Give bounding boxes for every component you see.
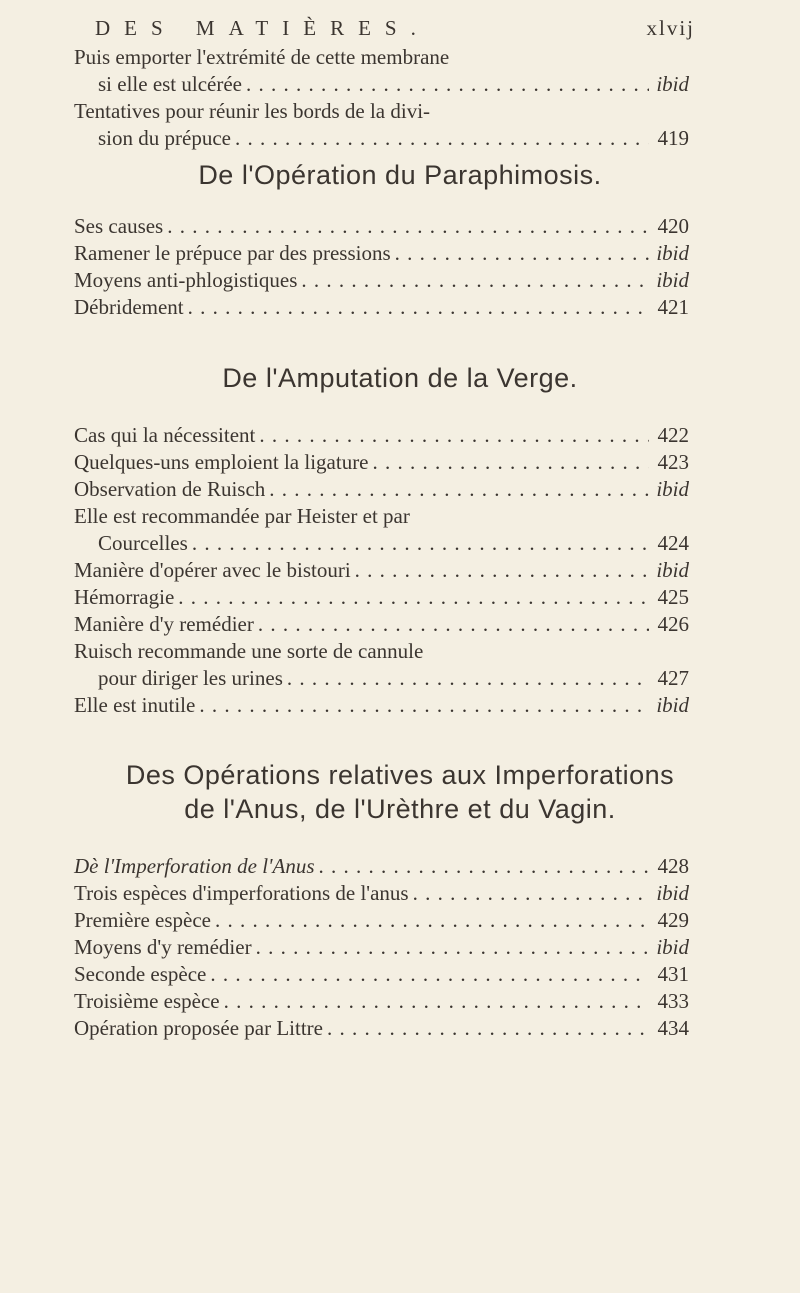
- entry-line: Hémorragie: [74, 585, 175, 609]
- page-number: ibid: [656, 72, 689, 96]
- toc-entry: [74, 503, 689, 557]
- entry-line: Première espèce: [74, 908, 212, 932]
- page-number: 431: [657, 962, 689, 986]
- toc-entry: [74, 98, 689, 152]
- entry-line: Tentatives pour réunir les bords de la divi-: [74, 99, 431, 123]
- entry-line: sion du prépuce: [98, 126, 231, 150]
- leader-dots: [301, 267, 649, 294]
- page-number: ibid: [656, 268, 689, 292]
- toc-entry: [74, 1015, 689, 1042]
- entry-line: Puis emporter l'extrémité de cette membrane: [74, 45, 450, 69]
- section-subtitle: de l'Anus, de l'Urèthre et du Vagin.: [184, 794, 616, 824]
- leader-dots: [246, 71, 649, 98]
- toc-entry: [74, 267, 689, 294]
- leader-dots: [269, 476, 649, 503]
- leader-dots: [256, 934, 649, 961]
- entry-line: Elle est recommandée par Heister et par: [74, 504, 410, 528]
- entry-line: Courcelles: [98, 531, 188, 555]
- running-header: [95, 16, 695, 41]
- section-title: De l'Amputation de la Verge.: [222, 363, 578, 393]
- section-title: De l'Opération du Paraphimosis.: [198, 160, 602, 190]
- page-number: 433: [657, 989, 689, 1013]
- entry-line: Quelques-uns emploient la ligature: [74, 450, 369, 474]
- page-number: 424: [657, 531, 689, 555]
- toc-entry: [74, 853, 689, 880]
- entry-line: Moyens anti-phlogistiques: [74, 268, 298, 292]
- leader-dots: [327, 1015, 649, 1042]
- leader-dots: [373, 449, 649, 476]
- entry-line: Seconde espèce: [74, 962, 207, 986]
- toc-entry: [74, 692, 689, 719]
- toc-entry: [74, 988, 689, 1015]
- entry-line: Ses causes: [74, 214, 164, 238]
- toc-entry: [74, 557, 689, 584]
- page-number: 420: [657, 214, 689, 238]
- leader-dots: [258, 611, 649, 638]
- toc-entry: [74, 294, 689, 321]
- page-number: ibid: [656, 477, 689, 501]
- entry-line: pour diriger les urines: [98, 666, 283, 690]
- leader-dots: [188, 294, 649, 321]
- entry-line: Troisième espèce: [74, 989, 220, 1013]
- entry-line: Ramener le prépuce par des pressions: [74, 241, 391, 265]
- leader-dots: [192, 530, 649, 557]
- entry-line: Manière d'y remédier: [74, 612, 254, 636]
- page-number: 425: [657, 585, 689, 609]
- leader-dots: [210, 961, 649, 988]
- page-number: 427: [657, 666, 689, 690]
- page-number: 428: [657, 854, 689, 878]
- toc-entry: [74, 422, 689, 449]
- toc-entry: [74, 907, 689, 934]
- toc-entry: [74, 449, 689, 476]
- leader-dots: [287, 665, 649, 692]
- entry-line: Opération proposée par Littre: [74, 1016, 323, 1040]
- page-number: 419: [657, 126, 689, 150]
- leader-dots: [235, 125, 649, 152]
- entry-line: Observation de Ruisch: [74, 477, 266, 501]
- page-number: ibid: [656, 558, 689, 582]
- page-number: 426: [657, 612, 689, 636]
- entry-line: Manière d'opérer avec le bistouri: [74, 558, 351, 582]
- page-number: ibid: [656, 935, 689, 959]
- page-number: ibid: [656, 241, 689, 265]
- entry-line: Cas qui la nécessitent: [74, 423, 256, 447]
- entry-line: Moyens d'y remédier: [74, 935, 252, 959]
- entry-line: Ruisch recommande une sorte de cannule: [74, 639, 424, 663]
- leader-dots: [167, 213, 649, 240]
- entry-line: Trois espèces d'imperforations de l'anus: [74, 881, 409, 905]
- leader-dots: [259, 422, 649, 449]
- page-number: 423: [657, 450, 689, 474]
- page-number: ibid: [656, 881, 689, 905]
- toc-entry: [74, 611, 689, 638]
- leader-dots: [215, 907, 649, 934]
- toc-entry: [74, 476, 689, 503]
- toc-entry: [74, 584, 689, 611]
- toc-entry: [74, 213, 689, 240]
- page-number: 421: [657, 295, 689, 319]
- entry-line: Dè l'Imperforation de l'Anus: [74, 854, 315, 878]
- page-number: 434: [657, 1016, 689, 1040]
- entry-line: si elle est ulcérée: [98, 72, 243, 96]
- toc-entry: [74, 44, 689, 98]
- leader-dots: [413, 880, 649, 907]
- entry-line: Débridement: [74, 295, 184, 319]
- page-number: 422: [657, 423, 689, 447]
- leader-dots: [224, 988, 649, 1015]
- toc-entry: [74, 638, 689, 692]
- toc-entry: [74, 240, 689, 267]
- leader-dots: [199, 692, 649, 719]
- leader-dots: [178, 584, 649, 611]
- toc-entry: [74, 880, 689, 907]
- section-title: Des Opérations relatives aux Imperforations: [125, 760, 675, 790]
- page-number: ibid: [656, 693, 689, 717]
- leader-dots: [355, 557, 649, 584]
- toc-entry: [74, 934, 689, 961]
- header-title: DES MATIÈRES.: [95, 16, 430, 40]
- page-folio: xlvij: [646, 16, 695, 40]
- entry-line: Elle est inutile: [74, 693, 196, 717]
- leader-dots: [319, 853, 649, 880]
- page-number: 429: [657, 908, 689, 932]
- toc-entry: [74, 961, 689, 988]
- leader-dots: [395, 240, 649, 267]
